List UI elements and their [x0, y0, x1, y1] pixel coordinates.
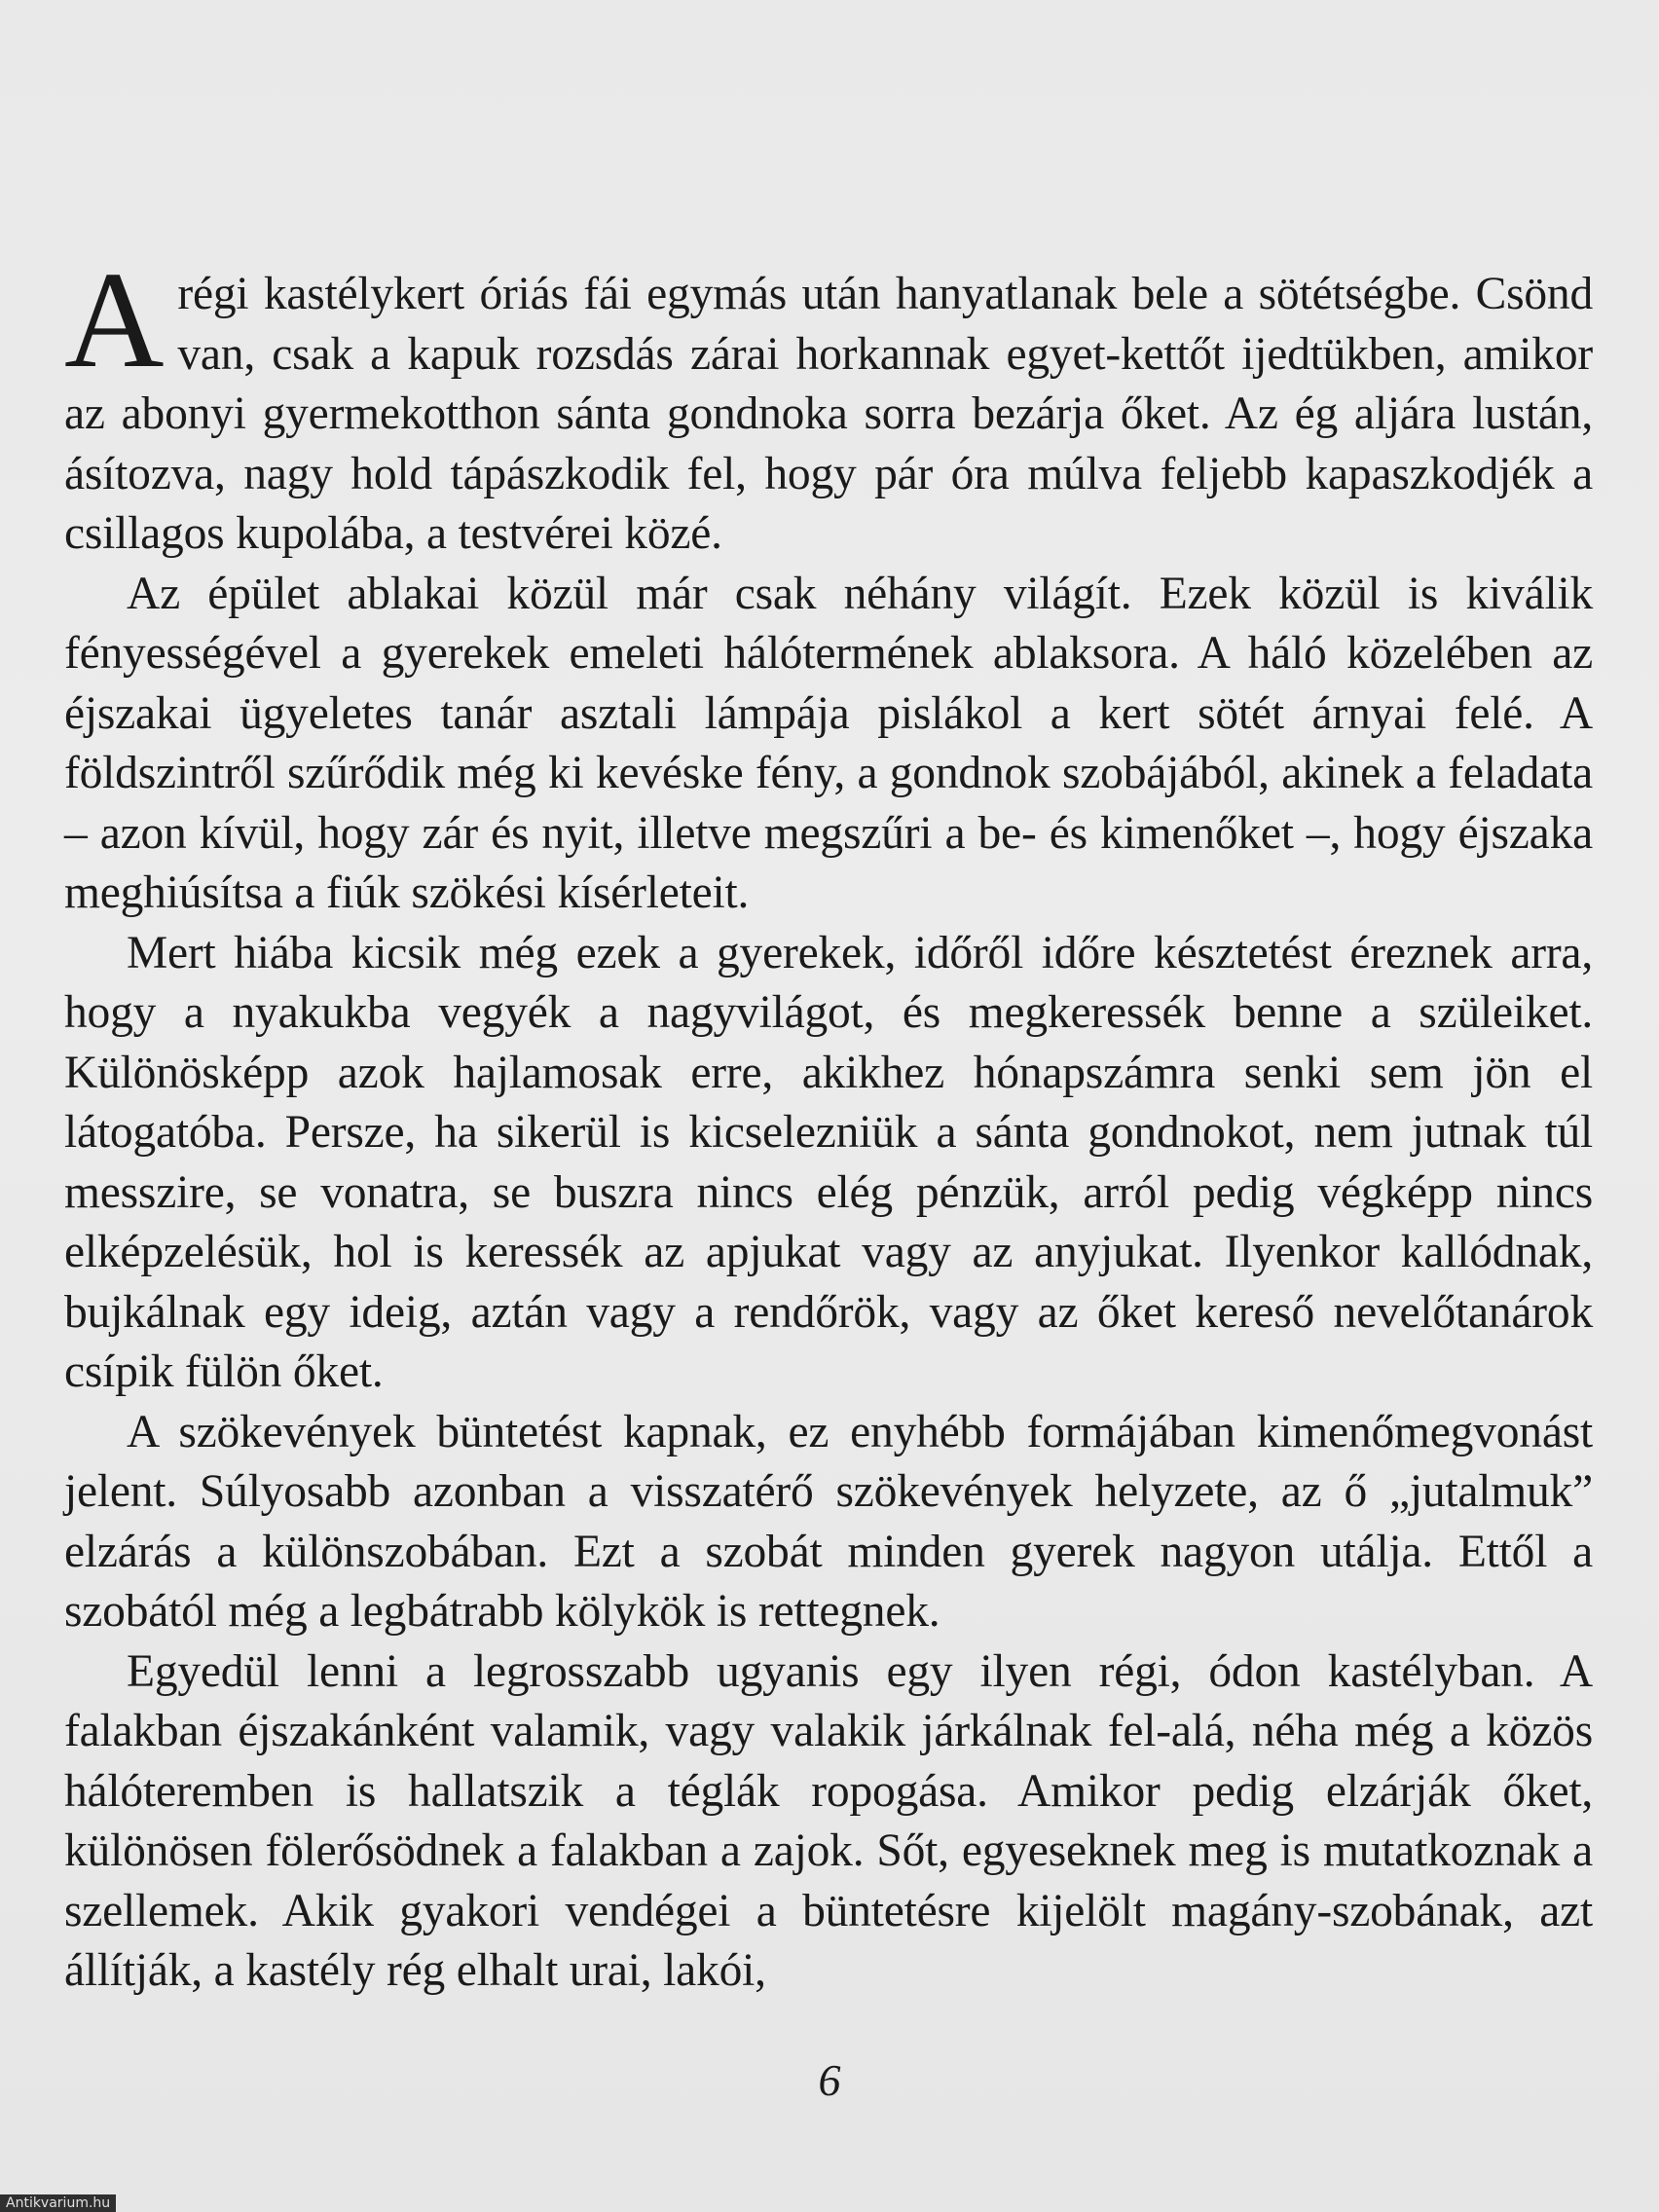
page-number: 6: [818, 2055, 841, 2105]
paragraph-4: A szökevények büntetést kapnak, ez enyhébb formájában kimenőmegvonást jelent. Súlyosabb azonban a visszatérő szökevények helyzete, az ő „jutalmuk” elzárás a különszobában. Ezt a szobát minden gyerek nagyon utálja. Ettől a szobától még a legbátrabb kölykök is rettegnek.: [64, 1406, 1593, 1637]
paragraph-3: Mert hiába kicsik még ezek a gyerekek, időről időre késztetést éreznek arra, hogy a nyakukba vegyék a nagyvilágot, és megkeressék benne a szüleiket. Különösképp azok hajlamosak erre, akikhez hónapszámra senki sem jön el látogatóba. Persze, ha sikerül is kicselezniük a sánta gondnokot, nem jutnak túl messzire, se vonatra, se buszra nincs elég pénzük, arról pedig végképp nincs elképzelésük, hol is keressék az apjukat vagy az anyjukat. Ilyenkor kallódnak, bujkálnak egy ideig, aztán vagy a rendőrök, vagy az őket kereső nevelőtanárok csípik fülön őket.: [64, 927, 1593, 1397]
paragraph-1-text: régi kastélykert óriás fái egymás után hanyatlanak bele a sötétségbe. Csönd van, csak a kapuk rozsdás zárai horkannak egyet-kettőt ijedtükben, amikor az abonyi gyermekotthon sánta gondnoka sorra bezárja őket. Az ég aljára lustán, ásítozva, nagy hold tápászkodik fel, hogy pár óra múlva feljebb kapaszkodjék a csillagos kupolába, a testvérei közé.: [64, 269, 1593, 559]
paragraph-5: Egyedül lenni a legrosszabb ugyanis egy ilyen régi, ódon kastélyban. A falakban éjszakánként valamik, vagy valakik járkálnak fel-alá, néha még a közös hálóteremben is hallatszik a téglák ropogása. Amikor pedig elzárják őket, különösen fölerősödnek a falakban a zajok. Sőt, egyeseknek meg is mutatkoznak a szellemek. Akik gyakori vendégei a büntetésre kijelölt magány-szobának, azt állítják, a kastély rég elhalt urai, lakói,: [64, 1645, 1593, 1996]
body-text: [64, 242, 1593, 2002]
paragraph-1: [64, 242, 1593, 565]
drop-cap: A: [64, 242, 165, 396]
watermark: Antikvarium.hu: [0, 2194, 116, 2212]
paragraph-2: Az épület ablakai közül már csak néhány világít. Ezek közül is kiválik fényességével a gyerekek emeleti hálótermének ablaksora. A háló közelében az éjszakai ügyeletes tanár asztali lámpája pislákol a kert sötét árnyai felé. A földszintről szűrődik még ki kevéske fény, a gondnok szobájából, akinek a feladata – azon kívül, hogy zár és nyit, illetve megszűri a be- és kimenőket –, hogy éjszaka meghiúsítsa a fiúk szökési kísérleteit.: [64, 568, 1593, 918]
